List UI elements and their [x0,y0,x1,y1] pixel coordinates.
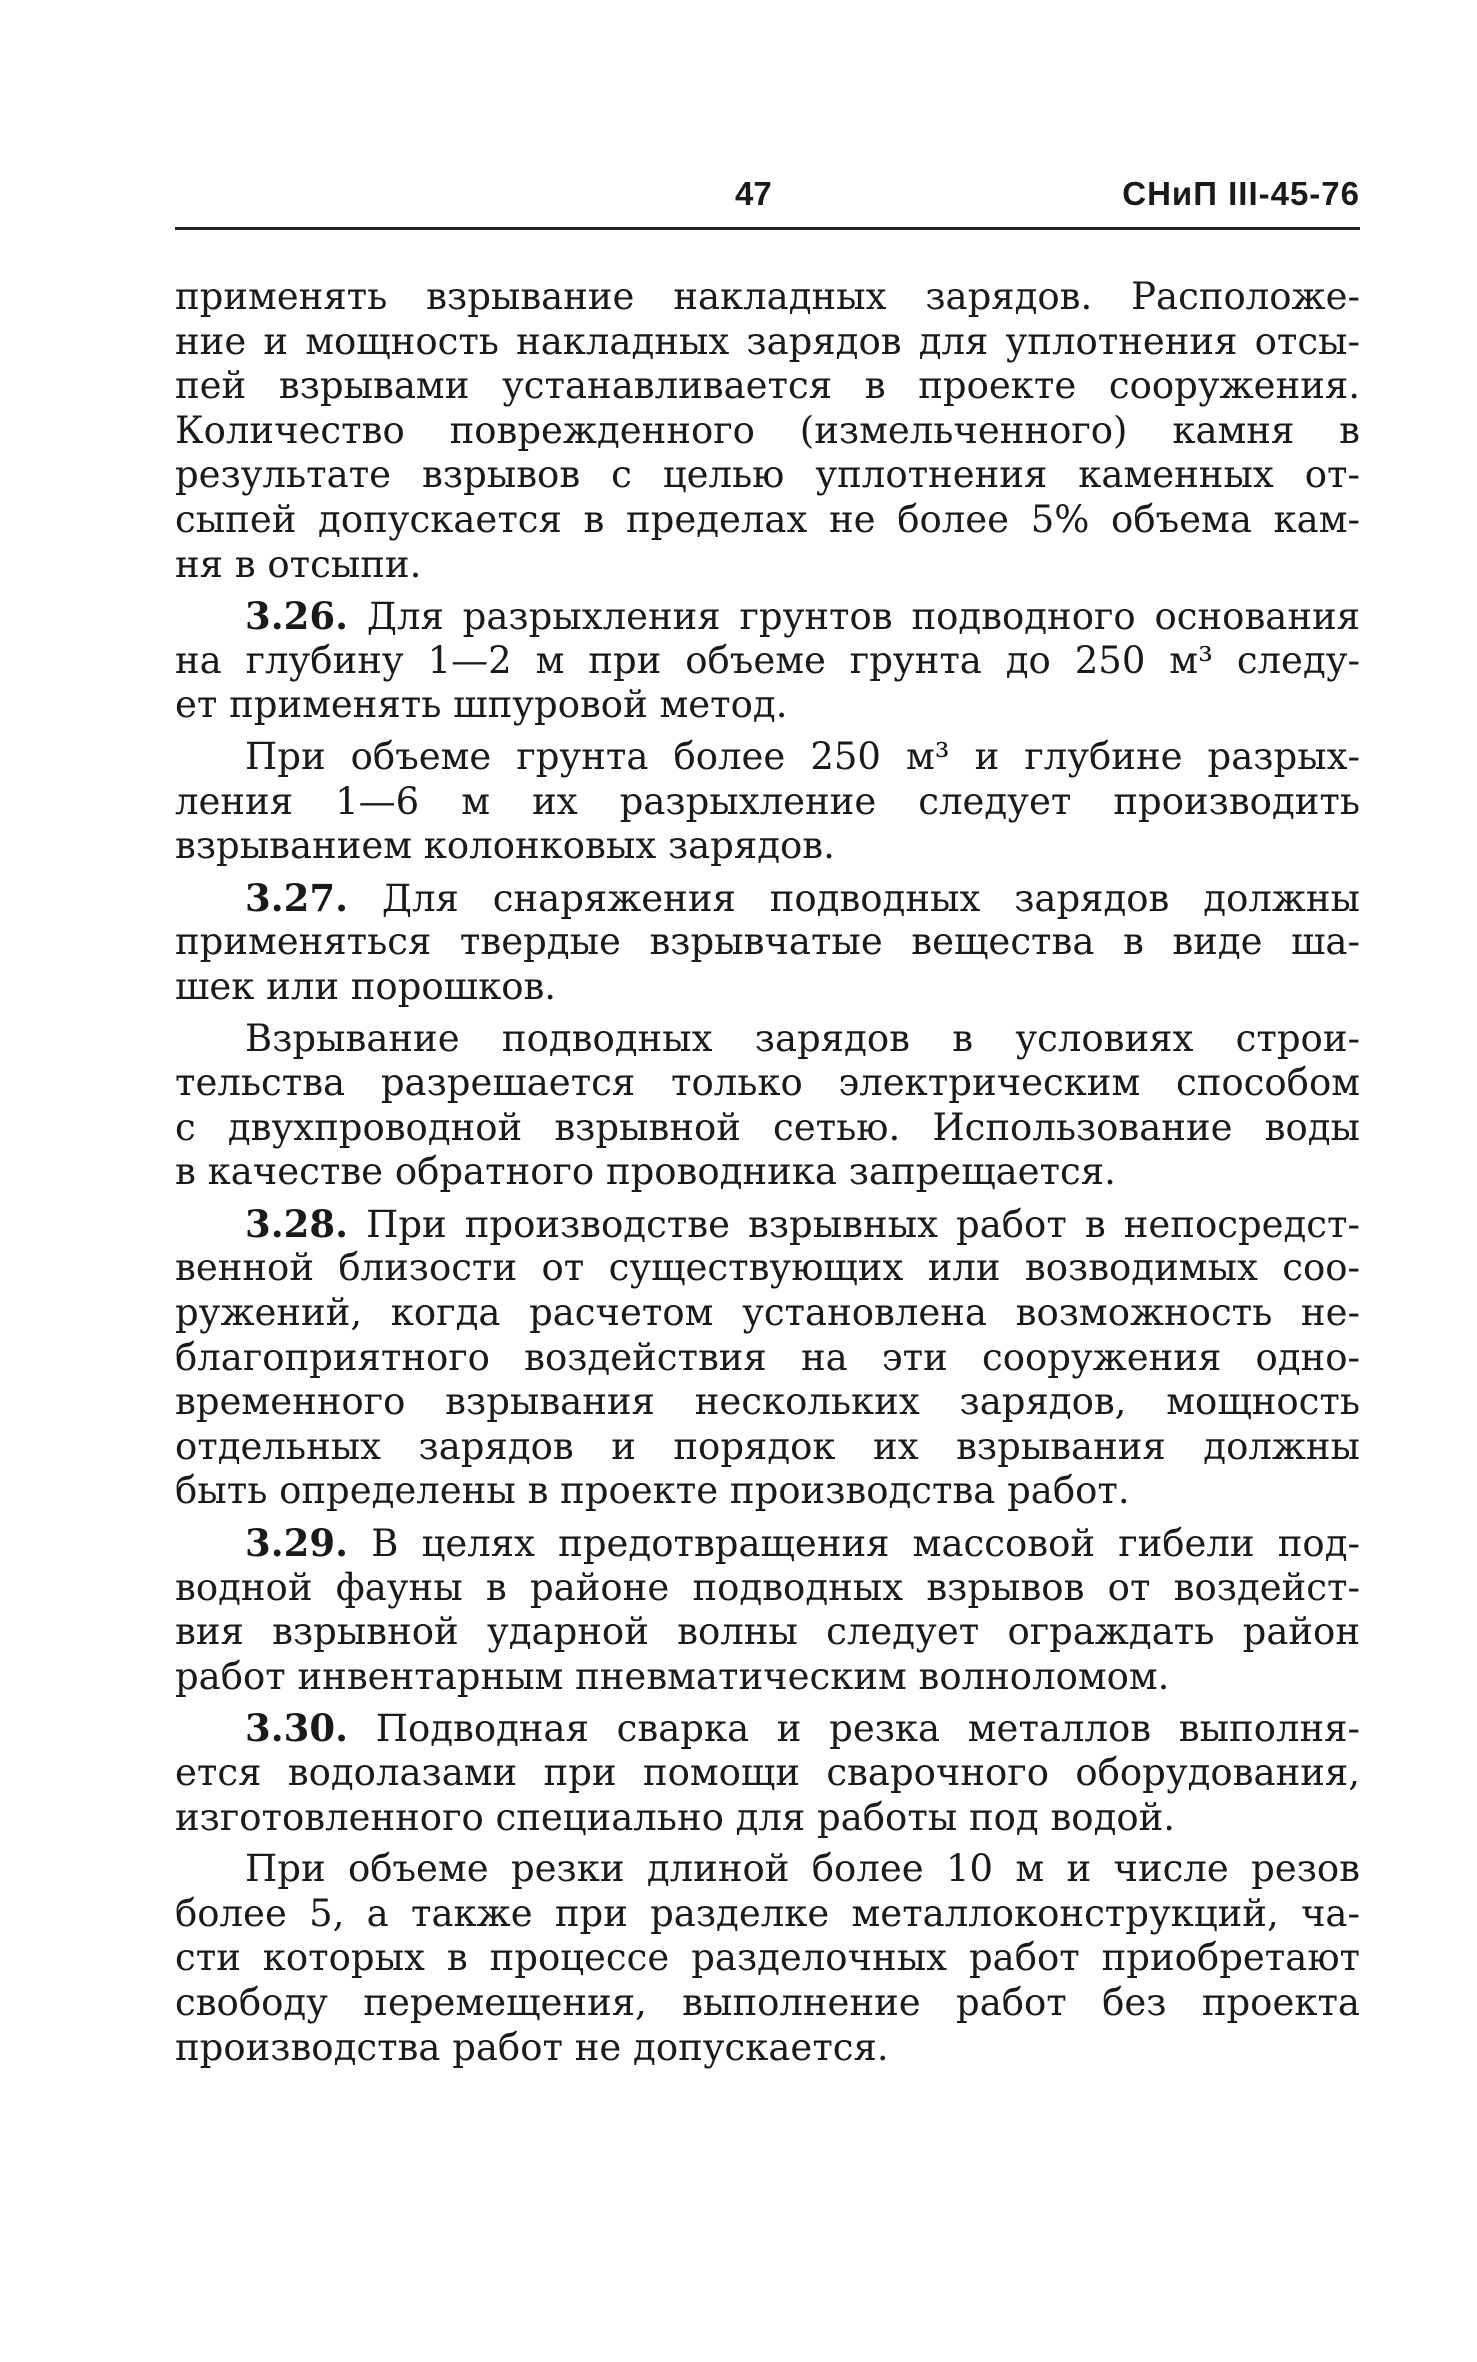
line-text: изготовленного специально для работы под водой. [175,1795,1176,1839]
numbered-paragraph [175,594,1360,728]
line-text: более 5, а также при разделке металлоконструкций, ча- [175,1891,1360,1935]
page-number: 47 [735,175,772,212]
text-line [175,1202,1360,1247]
document-page [175,165,1361,2069]
line-text: тельства разрешается только электрическим способом [175,1061,1360,1105]
paragraph [175,1847,1360,2070]
line-text: производства работ не допускается. [175,2025,889,2069]
text-line [175,965,1360,1010]
clause-number: 3.26. [245,594,348,639]
page-header [175,165,1360,217]
text-line [175,1566,1360,1611]
document-code: СНиП III-45-76 [1122,175,1360,212]
text-line [175,320,1360,365]
line-text: отдельных зарядов и порядок их взрывания должны [175,1424,1360,1468]
numbered-paragraph [175,876,1360,1010]
paragraph-gap [175,1010,1360,1017]
line-text: работ инвентарным пневматическим волноломом. [175,1654,1170,1698]
text-line [175,453,1360,498]
clause-number: 3.28. [245,1201,348,1246]
line-text: При объеме грунта более 250 м³ и глубине разрых- [245,734,1360,778]
text-line [175,1521,1360,1566]
line-text: временного взрывания нескольких зарядов, мощность [175,1380,1360,1424]
header-rule [175,227,1360,230]
paragraph [175,735,1360,869]
text-line [175,275,1360,320]
line-text: венной близости от существующих или возводимых соо- [175,1246,1360,1290]
numbered-paragraph [175,1202,1360,1514]
numbered-paragraph [175,1706,1360,1840]
line-text: ет применять шпуровой метод. [175,683,788,727]
line-text: Количество поврежденного (измельченного) камня в [175,408,1360,452]
clause-number: 3.29. [245,1521,348,1566]
line-text: на глубину 1—2 м при объеме грунта до 250 м³ следу- [175,638,1360,682]
text-line [175,498,1360,543]
text-line [175,1061,1360,1106]
line-text: с двухпроводной взрывной сетью. Использование воды [175,1105,1360,1149]
line-text: шек или порошков. [175,964,557,1008]
paragraph-gap [175,1699,1360,1706]
paragraph [175,1017,1360,1195]
text-line [175,735,1360,780]
paragraph-gap [175,1195,1360,1202]
text-line [175,920,1360,965]
paragraph-gap [175,869,1360,876]
line-text: ние и мощность накладных зарядов для уплотнения отсы- [175,319,1360,363]
text-line [175,876,1360,921]
text-line [175,364,1360,409]
text-line [175,1380,1360,1425]
line-text: сыпей допускается в пределах не более 5% объема кам- [175,497,1360,541]
text-line [175,639,1360,684]
text-line [175,1892,1360,1937]
text-line [175,1610,1360,1655]
line-text: Для снаряжения подводных зарядов должны [381,876,1361,920]
line-text: ня в отсыпи. [175,542,422,586]
numbered-paragraph [175,1521,1360,1699]
text-line [175,2026,1360,2071]
line-text: результате взрывов с целью уплотнения каменных от- [175,453,1360,497]
line-text: в качестве обратного проводника запрещается. [175,1150,1116,1194]
text-line [175,1847,1360,1892]
line-text: применять взрывание накладных зарядов. Расположе- [175,275,1360,318]
line-text: взрыванием колонковых зарядов. [175,824,835,868]
line-text: пей взрывами устанавливается в проекте сооружения. [175,364,1360,408]
line-text: При производстве взрывных работ в непосредст- [366,1202,1361,1246]
paragraph-gap [175,587,1360,594]
paragraph-gap [175,728,1360,735]
text-line [175,543,1360,588]
text-line [175,1291,1360,1336]
paragraph [175,275,1360,587]
line-text: В целях предотвращения массовой гибели под- [371,1522,1360,1566]
line-text: Подводная сварка и резка металлов выполня- [375,1707,1360,1751]
text-line [175,1246,1360,1291]
clause-number: 3.30. [245,1706,348,1751]
text-line [175,683,1360,728]
line-text: вия взрывной ударной волны следует ограждать район [175,1610,1360,1654]
text-line [175,409,1360,454]
line-text: Взрывание подводных зарядов в условиях строи- [245,1016,1360,1060]
clause-number: 3.27. [245,875,348,920]
line-text: сти которых в процессе разделочных работ приобретают [175,1936,1360,1980]
text-line [175,1981,1360,2026]
line-text: ления 1—6 м их разрыхление следует производить [175,779,1360,823]
line-text: благоприятного воздействия на эти сооружения одно- [175,1335,1360,1379]
text-line [175,1106,1360,1151]
line-text: ружений, когда расчетом установлена возможность не- [175,1291,1360,1335]
paragraph-gap [175,1840,1360,1847]
text-line [175,1655,1360,1700]
paragraph-gap [175,1514,1360,1521]
line-text: свободу перемещения, выполнение работ без проекта [175,1980,1360,2024]
body-text [175,275,1360,2070]
text-line [175,824,1360,869]
text-line [175,1336,1360,1381]
line-text: ется водолазами при помощи сварочного оборудования, [175,1751,1360,1794]
text-line [175,1469,1360,1514]
text-line [175,594,1360,639]
line-text: водной фауны в районе подводных взрывов от воздейст- [175,1565,1360,1609]
line-text: применяться твердые взрывчатые вещества в виде ша- [175,920,1360,964]
text-line [175,1751,1360,1796]
text-line [175,1425,1360,1470]
line-text: быть определены в проекте производства работ. [175,1469,1130,1513]
line-text: При объеме резки длиной более 10 м и числе резов [245,1847,1360,1891]
text-line [175,780,1360,825]
text-line [175,1706,1360,1751]
text-line [175,1017,1360,1062]
line-text: Для разрыхления грунтов подводного основания [366,595,1361,639]
text-line [175,1796,1360,1841]
text-line [175,1936,1360,1981]
text-line [175,1150,1360,1195]
